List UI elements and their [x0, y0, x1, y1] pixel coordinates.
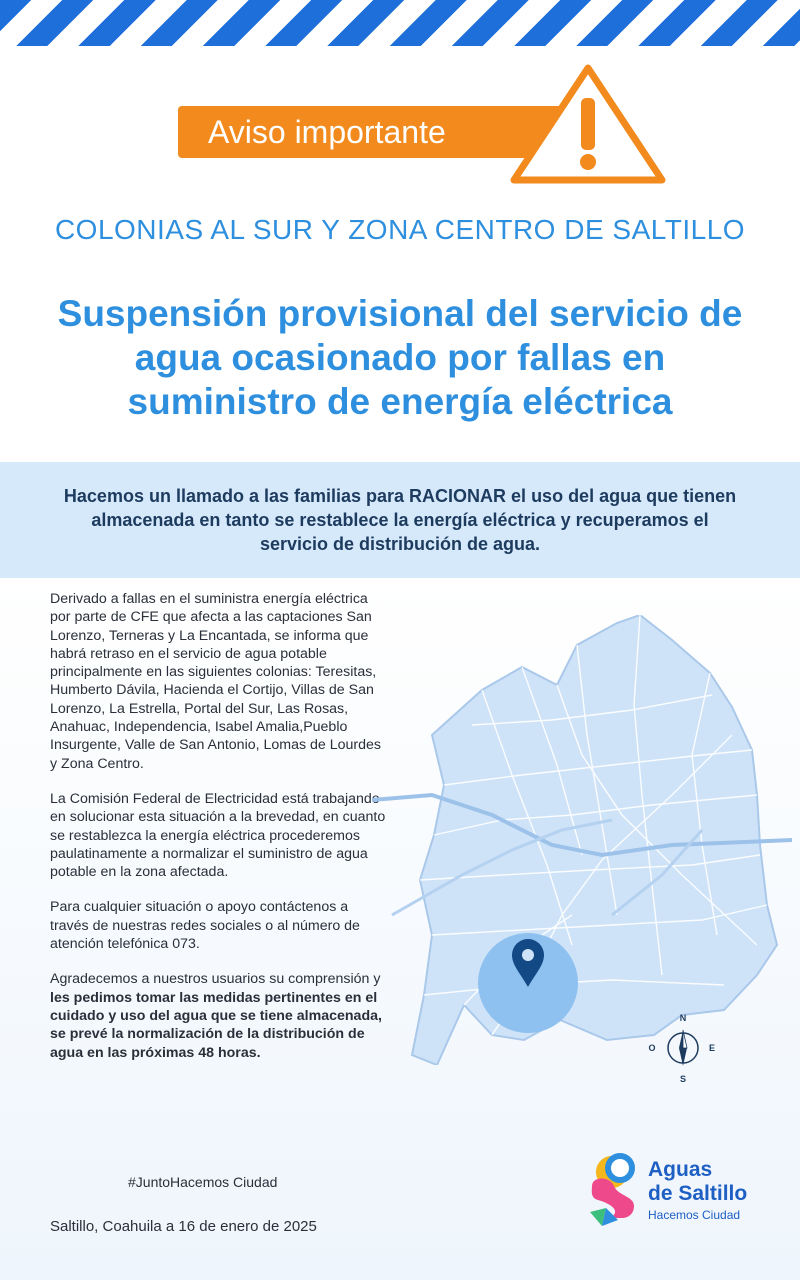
- compass-south-label: S: [679, 1074, 687, 1084]
- zone-subtitle: COLONIAS AL SUR Y ZONA CENTRO DE SALTILLO: [54, 214, 746, 245]
- body-paragraph-4-emphasis: les pedimos tomar las medidas pertinentes en el cuidado y uso del agua que se tiene almacenada, se prevé la normalización de la distribución de agua en las próximas 48 horas.: [50, 989, 382, 1061]
- campaign-hashtag: #JuntoHacemos Ciudad: [128, 1174, 278, 1190]
- compass-rose-icon: [640, 1010, 726, 1086]
- callout-text: Hacemos un llamado a las familias para RACIONAR el uso del agua que tienen almacenada en tanto se restablece la energía eléctrica y recuperamos el servicio de distribución de agua.: [63, 486, 737, 554]
- logo-line-1: Aguas: [648, 1158, 713, 1181]
- dateline: Saltillo, Coahuila a 16 de enero de 2025: [50, 1218, 317, 1235]
- compass-west-label: O: [648, 1043, 656, 1053]
- notice-headline: Suspensión provisional del servicio de agua ocasionado por fallas en suministro de energía eléctrica: [57, 293, 743, 422]
- ration-callout: [0, 462, 800, 578]
- notice-body: [50, 590, 390, 1079]
- logo-tagline: Hacemos Ciudad: [648, 1208, 741, 1222]
- compass-north-label: N: [679, 1013, 687, 1023]
- aviso-importante-label: Aviso importante: [178, 106, 578, 158]
- logo-line-2: de Saltillo: [648, 1182, 748, 1205]
- aguas-de-saltillo-logo-mark: [584, 1152, 640, 1228]
- hazard-stripes-banner: [0, 0, 800, 50]
- saltillo-map: [372, 615, 792, 1065]
- body-paragraph-4: Agradecemos a nuestros usuarios su comprensión y les pedimos tomar las medidas pertinentes en el cuidado y uso del agua que se tiene almacenada, se prevé la normalización de la distribución de agua en las próximas 48 horas.: [50, 971, 382, 1061]
- body-paragraph-1: Derivado a fallas en el suministra energía eléctrica por parte de CFE que afecta a las captaciones San Lorenzo, Terneras y La Encantada, se informa que habrá retraso en el servicio de agua potable principalmente en las siguientes colonias: Teresitas, Humberto Dávila, Hacienda el Cortijo, Villas de San Lorenzo, La Estrella, Portal del Sur, Las Rosas, Anahuac, Independencia, Isabel Amalia,Pueblo Insurgente, Valle de San Antonio, Lomas de Lourdes y Zona Centro.: [50, 591, 382, 772]
- aguas-de-saltillo-logo: [584, 1150, 784, 1230]
- compass-east-label: E: [708, 1043, 716, 1053]
- warning-triangle-icon: [508, 62, 668, 187]
- body-paragraph-2: La Comisión Federal de Electricidad está trabajando en solucionar esta situación a la brevedad, en cuanto se restablezca la energía eléctrica procederemos paulatinamente a normalizar el suministro de agua potable en la zona afectada.: [50, 790, 386, 881]
- affected-colonias: Teresitas, Humberto Dávila, Hacienda el Cortijo, Villas de San Lorenzo, La Estrella, Portal del Sur, Las Rosas, Anahuac, Independencia, Isabel Amalia,Pueblo Insurgente, Valle de San Antonio, Lomas de Lourdes y Zona Centro.: [50, 664, 382, 772]
- body-paragraph-3: Para cualquier situación o apoyo contáctenos a través de nuestras redes sociales o al número de atención telefónica 073.: [50, 899, 360, 953]
